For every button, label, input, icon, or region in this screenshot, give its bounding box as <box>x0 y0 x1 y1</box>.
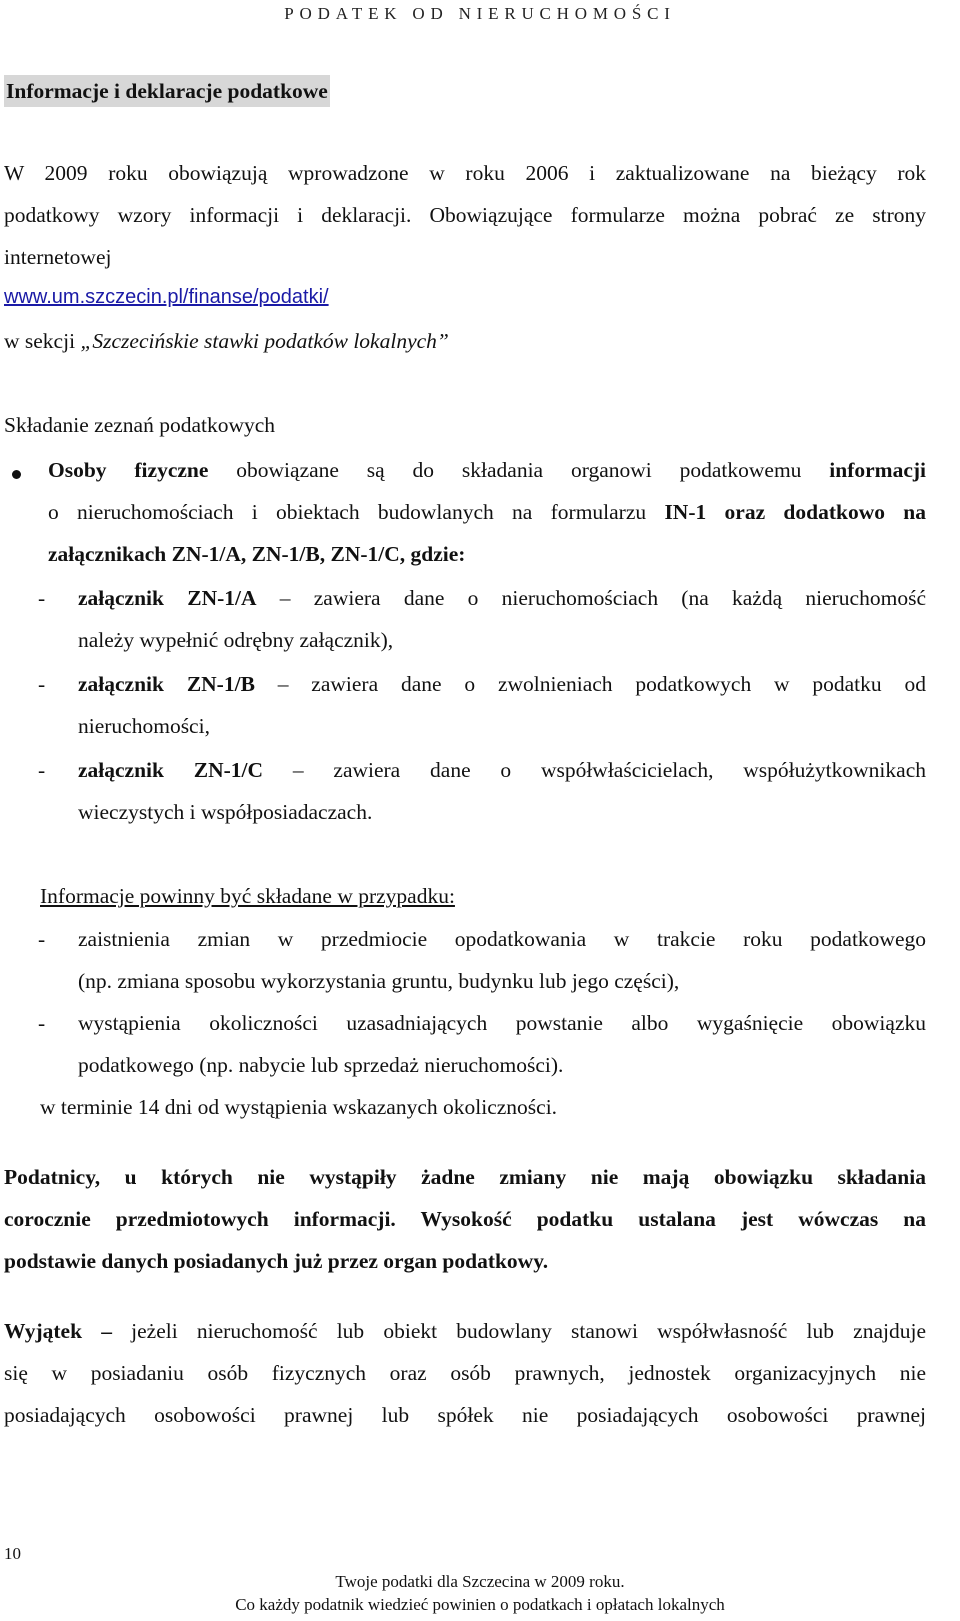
bullet-line-1 <box>48 457 926 483</box>
bullet-text-2: o nieruchomościach i obiektach budowlanych na formularzu <box>48 500 665 524</box>
exception-text: jeżeli nieruchomość lub obiekt budowlany stanowi współwłasność lub znajduje <box>111 1319 926 1343</box>
when-item-2-line-2: podatkowego (np. nabycie lub sprzedaż nieruchomości). <box>78 1053 564 1077</box>
dash-marker: - <box>38 758 46 782</box>
footer-line-1: Twoje podatki dla Szczecina w 2009 roku. <box>335 1572 625 1591</box>
exception-label: Wyjątek – <box>4 1319 112 1343</box>
page-header: PODATEK OD NIERUCHOMOŚCI <box>284 4 676 23</box>
annex-c-line-1 <box>78 757 926 783</box>
intro-line-3: internetowej <box>4 245 112 269</box>
no-change-line-1: Podatnicy, u których nie wystąpiły żadne zmiany nie mają obowiązku składania <box>4 1165 926 1189</box>
bullet-line-3: załącznikach ZN-1/A, ZN-1/B, ZN-1/C, gdzie: <box>48 542 466 566</box>
when-item-1-line-2: (np. zmiana sposobu wykorzystania gruntu, budynku lub jego części), <box>78 969 680 993</box>
annex-c-line-2: wieczystych i współposiadaczach. <box>78 800 373 824</box>
exception-line-1 <box>4 1318 926 1344</box>
bullet-bold-2: informacji <box>829 458 926 482</box>
annex-b-line-1 <box>78 671 926 697</box>
forms-link[interactable]: www.um.szczecin.pl/finanse/podatki/ <box>4 286 329 308</box>
bullet-line-2 <box>48 499 926 525</box>
dash-marker: - <box>38 672 46 696</box>
bullet-icon <box>12 470 21 479</box>
annex-a-line-1 <box>78 585 926 611</box>
annex-c-text: – zawiera dane o współwłaścicielach, współużytkownikach <box>263 758 926 782</box>
deadline-text: w terminie 14 dni od wystąpienia wskazanych okoliczności. <box>40 1095 558 1119</box>
exception-line-3: posiadających osobowości prawnej lub spółek nie posiadających osobowości prawnej <box>4 1403 926 1427</box>
when-item-2-line-1: wystąpienia okoliczności uzasadniających powstanie albo wygaśnięcie obowiązku <box>78 1011 926 1035</box>
intro-line-2: podatkowy wzory informacji i deklaracji. Obowiązujące formularze można pobrać ze strony <box>4 203 926 227</box>
filing-title: Składanie zeznań podatkowych <box>4 413 276 437</box>
page-number: 10 <box>4 1544 21 1563</box>
intro-line-4 <box>4 328 449 354</box>
exception-line-2: się w posiadaniu osób fizycznych oraz osób prawnych, jednostek organizacyjnych nie <box>4 1361 926 1385</box>
when-item-1-line-1: zaistnienia zmian w przedmiocie opodatkowania w trakcie roku podatkowego <box>78 927 926 951</box>
annex-a-text: – zawiera dane o nieruchomościach (na każdą nieruchomość <box>256 586 926 610</box>
dash-marker: - <box>38 586 46 610</box>
section-name: „Szczecińskie stawki podatków lokalnych” <box>80 329 449 353</box>
annex-c-name: załącznik ZN-1/C <box>78 758 264 782</box>
no-change-line-3: podstawie danych posiadanych już przez organ podatkowy. <box>4 1249 549 1273</box>
footer-line-2: Co każdy podatnik wiedzieć powinien o podatkach i opłatach lokalnych <box>235 1595 725 1614</box>
bullet-text-1: obowiązane są do składania organowi podatkowemu <box>208 458 830 482</box>
dash-marker: - <box>38 927 46 951</box>
bullet-bold-3: IN-1 oraz dodatkowo na <box>664 500 926 524</box>
intro-line-1: W 2009 roku obowiązują wprowadzone w roku 2006 i zaktualizowane na bieżący rok <box>4 161 926 185</box>
bullet-bold-1: Osoby fizyczne <box>48 458 209 482</box>
dash-marker: - <box>38 1011 46 1035</box>
when-heading: Informacje powinny być składane w przypadku: <box>40 884 455 908</box>
annex-a-line-2: należy wypełnić odrębny załącznik), <box>78 628 394 652</box>
annex-b-line-2: nieruchomości, <box>78 714 210 738</box>
section-title: Informacje i deklaracje podatkowe <box>4 75 330 107</box>
annex-b-text: – zawiera dane o zwolnieniach podatkowych w podatku od <box>254 672 926 696</box>
section-prefix: w sekcji <box>4 329 81 353</box>
no-change-line-2: corocznie przedmiotowych informacji. Wysokość podatku ustalana jest wówczas na <box>4 1207 926 1231</box>
annex-b-name: załącznik ZN-1/B <box>78 672 255 696</box>
annex-a-name: załącznik ZN-1/A <box>78 586 257 610</box>
